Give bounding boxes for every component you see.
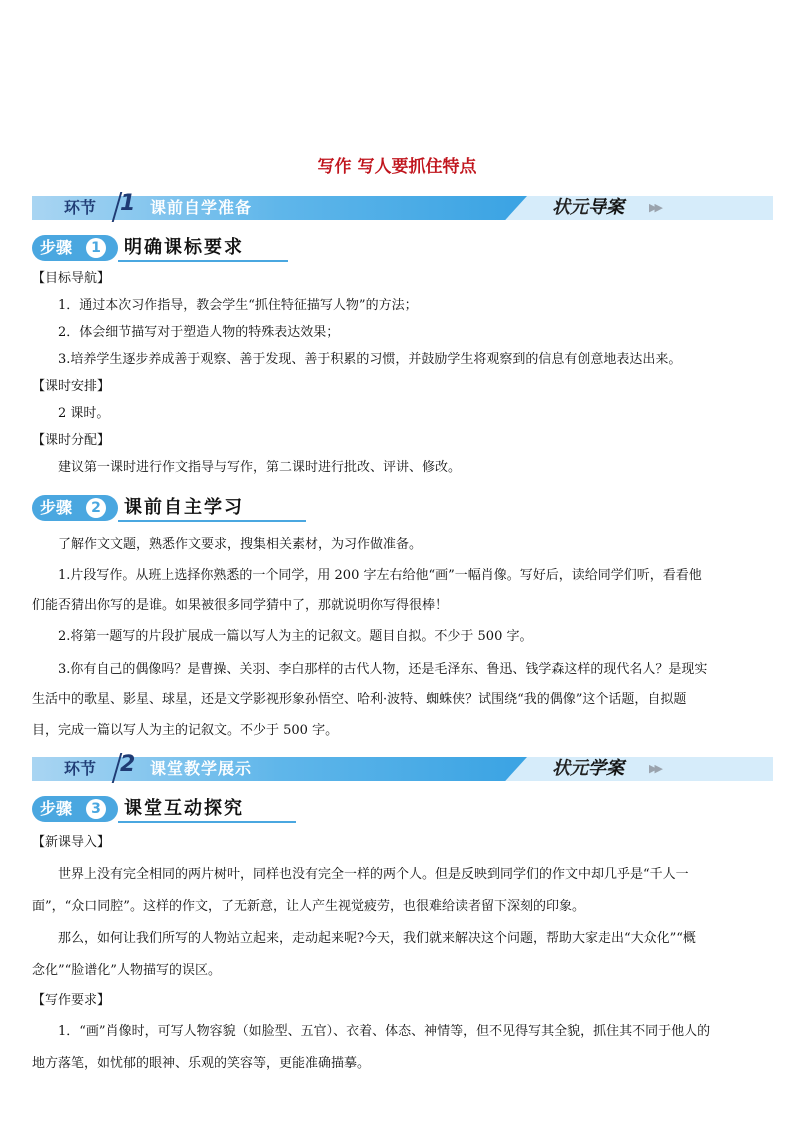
step-1-pill: 步骤 1 bbox=[32, 235, 118, 261]
step-2-pill: 步骤 2 bbox=[32, 495, 118, 521]
goal-2: 2．体会细节描写对于塑造人物的特殊表达效果； bbox=[58, 325, 340, 340]
pre-study-item-3-line-3: 目，完成一篇以写人为主的记叙文。不少于 500 字。 bbox=[32, 723, 339, 738]
section-banner-2 bbox=[32, 752, 773, 781]
requirement-1-line-2: 地方落笔，如忧郁的眼神、乐观的笑容等，更能准确描摹。 bbox=[32, 1056, 371, 1071]
goals-label: 【目标导航】 bbox=[32, 271, 111, 286]
goal-1: 1．通过本次习作指导，教会学生“抓住特征描写人物”的方法； bbox=[58, 298, 418, 313]
intro-para-1-line-2: 面”，“众口同腔”。这样的作文，了无新意，让人产生视觉疲劳，也很难给读者留下深刻的印象。 bbox=[32, 899, 585, 914]
pre-study-item-1-line-2: 们能否猜出你写的是谁。如果被很多同学猜中了，那就说明你写得很棒！ bbox=[32, 598, 449, 613]
pre-study-item-1-line-1: 1.片段写作。从班上选择你熟悉的一个同学，用 200 字左右给他“画”一幅肖像。写好后，读给同学们听，看看他 bbox=[58, 568, 702, 583]
section-banner-1 bbox=[32, 191, 773, 220]
step-1-title: 明确课标要求 bbox=[124, 237, 244, 258]
pre-study-intro: 了解作文文题，熟悉作文要求，搜集相关素材，为习作做准备。 bbox=[58, 537, 423, 552]
banner-1-number: 1 bbox=[120, 191, 136, 216]
pre-study-item-2: 2.将第一题写的片段扩展成一篇以写人为主的记叙文。题目自拟。不少于 500 字。 bbox=[58, 629, 533, 644]
step-2-title: 课前自主学习 bbox=[124, 497, 244, 518]
page-title: 写作 写人要抓住特点 bbox=[317, 157, 477, 177]
hours-text: 2 课时。 bbox=[58, 406, 110, 421]
intro-para-2-line-2: 念化”“脸谱化”人物描写的误区。 bbox=[32, 963, 221, 978]
pre-study-item-3-line-2: 生活中的歌星、影星、球星，还是文学影视形象孙悟空、哈利·波特、蜘蛛侠？试围绕“我的偶像”这个话题，自拟题 bbox=[32, 692, 687, 707]
alloc-label: 【课时分配】 bbox=[32, 433, 111, 448]
step-3-pill: 步骤 3 bbox=[32, 796, 118, 822]
step-3-title: 课堂互动探究 bbox=[124, 798, 244, 819]
intro-label: 【新课导入】 bbox=[32, 835, 111, 850]
banner-1-label: 课前自学准备 bbox=[150, 198, 253, 217]
banner-2-number-badge bbox=[114, 753, 140, 783]
banner-1-brand: 状元导案 bbox=[552, 197, 624, 218]
banner-2-ring-label: 环节 bbox=[64, 759, 97, 778]
hours-label: 【课时安排】 bbox=[32, 379, 111, 394]
banner-1-ring-label: 环节 bbox=[64, 198, 97, 217]
pre-study-item-3-line-1: 3.你有自己的偶像吗？是曹操、关羽、李白那样的古代人物，还是毛泽东、鲁迅、钱学森这样的现代名人？是现实 bbox=[58, 662, 708, 677]
banner-1-arrows-icon: ▶▶ bbox=[649, 201, 660, 214]
step-1-number-icon: 1 bbox=[86, 238, 106, 258]
requirement-1-line-1: 1．“画”肖像时，可写人物容貌（如脸型、五官）、衣着、体态、神情等，但不见得写其全貌，抓住其不同于他人的 bbox=[58, 1024, 711, 1039]
banner-1-number-badge bbox=[114, 192, 140, 222]
banner-2-brand: 状元学案 bbox=[552, 758, 624, 779]
step-3-number-icon: 3 bbox=[86, 799, 106, 819]
step-2-number-icon: 2 bbox=[86, 498, 106, 518]
intro-para-1-line-1: 世界上没有完全相同的两片树叶，同样也没有完全一样的两个人。但是反映到同学们的作文中却几乎是“千人一 bbox=[58, 867, 689, 882]
alloc-text: 建议第一课时进行作文指导与写作，第二课时进行批改、评讲、修改。 bbox=[58, 460, 462, 475]
requirements-label: 【写作要求】 bbox=[32, 993, 111, 1008]
banner-2-arrows-icon: ▶▶ bbox=[649, 762, 660, 775]
banner-2-number: 2 bbox=[120, 752, 136, 777]
intro-para-2-line-1: 那么，如何让我们所写的人物站立起来，走动起来呢?今天，我们就来解决这个问题，帮助大家走出“大众化”“概 bbox=[58, 931, 696, 946]
goal-3: 3.培养学生逐步养成善于观察、善于发现、善于积累的习惯，并鼓励学生将观察到的信息有创意地表达出来。 bbox=[58, 352, 682, 367]
banner-2-label: 课堂教学展示 bbox=[150, 759, 253, 778]
